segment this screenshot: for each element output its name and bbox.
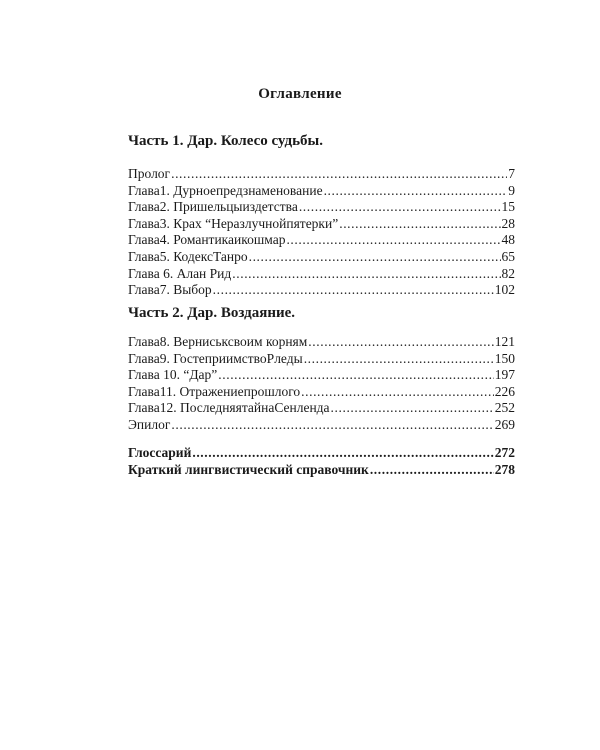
part2-toc-list (128, 334, 515, 434)
toc-row[interactable] (128, 400, 515, 417)
leader-dots (232, 266, 500, 283)
toc-row-label: Глава2. Пришельцыиздетства (128, 199, 298, 215)
appendix-toc-list (128, 445, 515, 478)
part1-toc-list (128, 166, 515, 299)
toc-row-page: 269 (494, 416, 515, 432)
leader-dots (324, 183, 508, 200)
toc-row-label: Глава 10. “Дар” (128, 367, 218, 383)
toc-row-page: 272 (494, 445, 515, 460)
leader-dots (249, 249, 501, 266)
toc-row-label: Пролог (128, 166, 171, 181)
toc-row-label: Глава12. ПоследняятайнаСенленда (128, 400, 330, 416)
toc-row[interactable] (128, 183, 515, 200)
part1-heading: Часть 1. Дар. Колесо судьбы. (128, 133, 323, 149)
toc-row[interactable] (128, 334, 515, 351)
toc-row-page: 252 (494, 400, 515, 416)
leader-dots (331, 400, 494, 417)
toc-row-label: Глава7. Выбор (128, 282, 212, 298)
leader-dots (213, 282, 494, 299)
toc-row[interactable] (128, 249, 515, 266)
toc-row-label: Эпилог (128, 416, 171, 432)
leader-dots (192, 445, 493, 462)
toc-row-page: 9 (508, 182, 515, 198)
toc-row[interactable] (128, 445, 515, 462)
toc-row-label: Глава11. Отражениепрошлого (128, 383, 301, 399)
leader-dots (286, 232, 500, 249)
toc-row-page: 15 (501, 199, 515, 215)
toc-row-label: Глава3. Крах “Неразлучнойпятерки” (128, 215, 339, 231)
toc-row-label: Глава8. Верниськсвоим корням (128, 334, 308, 349)
toc-row-page: 226 (494, 383, 515, 399)
toc-row[interactable] (128, 216, 515, 233)
leader-dots (304, 351, 494, 368)
toc-row-label: Краткий лингвистический справочник (128, 461, 369, 477)
toc-row[interactable] (128, 367, 515, 384)
toc-row[interactable] (128, 266, 515, 283)
toc-row[interactable] (128, 166, 515, 183)
toc-row-label: Глава9. ГостеприимствоРледы (128, 350, 303, 366)
leader-dots (339, 216, 500, 233)
leader-dots (308, 334, 493, 351)
toc-row-label: Глава1. Дурноепредзнаменование (128, 182, 323, 198)
leader-dots (218, 367, 493, 384)
leader-dots (370, 462, 494, 479)
toc-row[interactable] (128, 384, 515, 401)
leader-dots (171, 166, 507, 183)
page-title: Оглавление (258, 86, 342, 102)
toc-row[interactable] (128, 232, 515, 249)
toc-row-label: Глава4. Романтикаикошмар (128, 232, 286, 248)
toc-row-page: 7 (508, 166, 515, 181)
toc-row-page: 197 (494, 367, 515, 383)
toc-row-label: Глоссарий (128, 445, 192, 460)
toc-row[interactable] (128, 199, 515, 216)
leader-dots (299, 199, 501, 216)
toc-row-page: 278 (494, 461, 515, 477)
toc-row-page: 102 (494, 282, 515, 298)
toc-row-page: 48 (501, 232, 515, 248)
toc-row[interactable] (128, 417, 515, 434)
toc-row[interactable] (128, 351, 515, 368)
toc-row[interactable] (128, 462, 515, 479)
toc-row-label: Глава 6. Алан Рид (128, 265, 232, 281)
leader-dots (171, 417, 493, 434)
toc-row-page: 82 (501, 265, 515, 281)
toc-row-page: 121 (494, 334, 515, 349)
toc-row[interactable] (128, 282, 515, 299)
leader-dots (301, 384, 494, 401)
toc-row-page: 150 (494, 350, 515, 366)
toc-row-page: 65 (501, 248, 515, 264)
toc-row-label: Глава5. КодексТанро (128, 248, 248, 264)
toc-row-page: 28 (501, 215, 515, 231)
part2-heading: Часть 2. Дар. Воздаяние. (128, 305, 296, 321)
